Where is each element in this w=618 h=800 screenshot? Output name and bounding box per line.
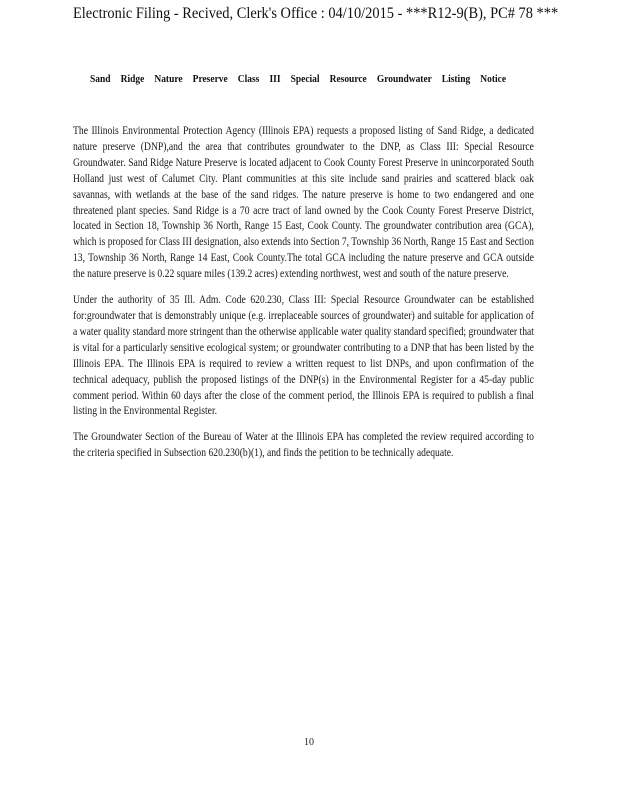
paragraph-authority: Under the authority of 35 Ill. Adm. Code 620.230, Class III: Special Resource Groundwater can be established for:groundwater that is demonstrably unique (e.g. irreplaceable sources of groundwater) and suitable for application of a water quality standard more stringent than the otherwise applicable water quality standard specified; groundwater that is vital for a particularly sensitive ecological system; or groundwater contributing to a DNP that has been listed by the Illinois EPA. The Illinois EPA is required to review a written request to list DNPs, and upon confirmation of the technical adequacy, publish the proposed listings of the DNP(s) in the Environmental Register for a 45-day public comment period. Within 60 days after the close of the comment period, the Illinois EPA is required to publish a final listing in the Environmental Register.: [73, 294, 534, 418]
document-title: Sand Ridge Nature Preserve Class III Special Resource Groundwater Listing Notice: [90, 73, 507, 85]
page-number: 10: [304, 737, 314, 748]
paragraph-intro: The Illinois Environmental Protection Agency (Illinois EPA) requests a proposed listing of Sand Ridge, a dedicated nature preserve (DNP),and the area that contributes groundwater to the DNP, as Class III: Special Resource Groundwater. Sand Ridge Nature Preserve is located adjacent to Cook County Forest Preserve in unincorporated South Holland just west of Calumet City. Plant communities at this site include sand prairies and scattered black oak savannas, with wetlands at the base of the sand ridges. The nature preserve is home to two endangered and one threatened plant species. Sand Ridge is a 70 acre tract of land owned by the Cook County Forest Preserve District, located in Section 18, Township 36 North, Range 15 East, Cook County. The groundwater contribution area (GCA), which is proposed for Class III designation, also extends into Section 7, Township 36 North, Range 15 East and Section 13, Township 36 North, Range 14 East, Cook County.The total GCA including the nature preserve and GCA outside the nature preserve is 0.22 square miles (139.2 acres) extending northwest, west and south of the nature preserve.: [73, 125, 534, 281]
filing-stamp-header: Electronic Filing - Recived, Clerk's Office : 04/10/2015 - ***R12-9(B), PC# 78 ***: [73, 5, 559, 22]
paragraph-review: The Groundwater Section of the Bureau of Water at the Illinois EPA has completed the review required according to the criteria specified in Subsection 620.230(b)(1), and finds the petition to be technically adequate.: [73, 431, 534, 460]
document-body: [73, 124, 534, 472]
